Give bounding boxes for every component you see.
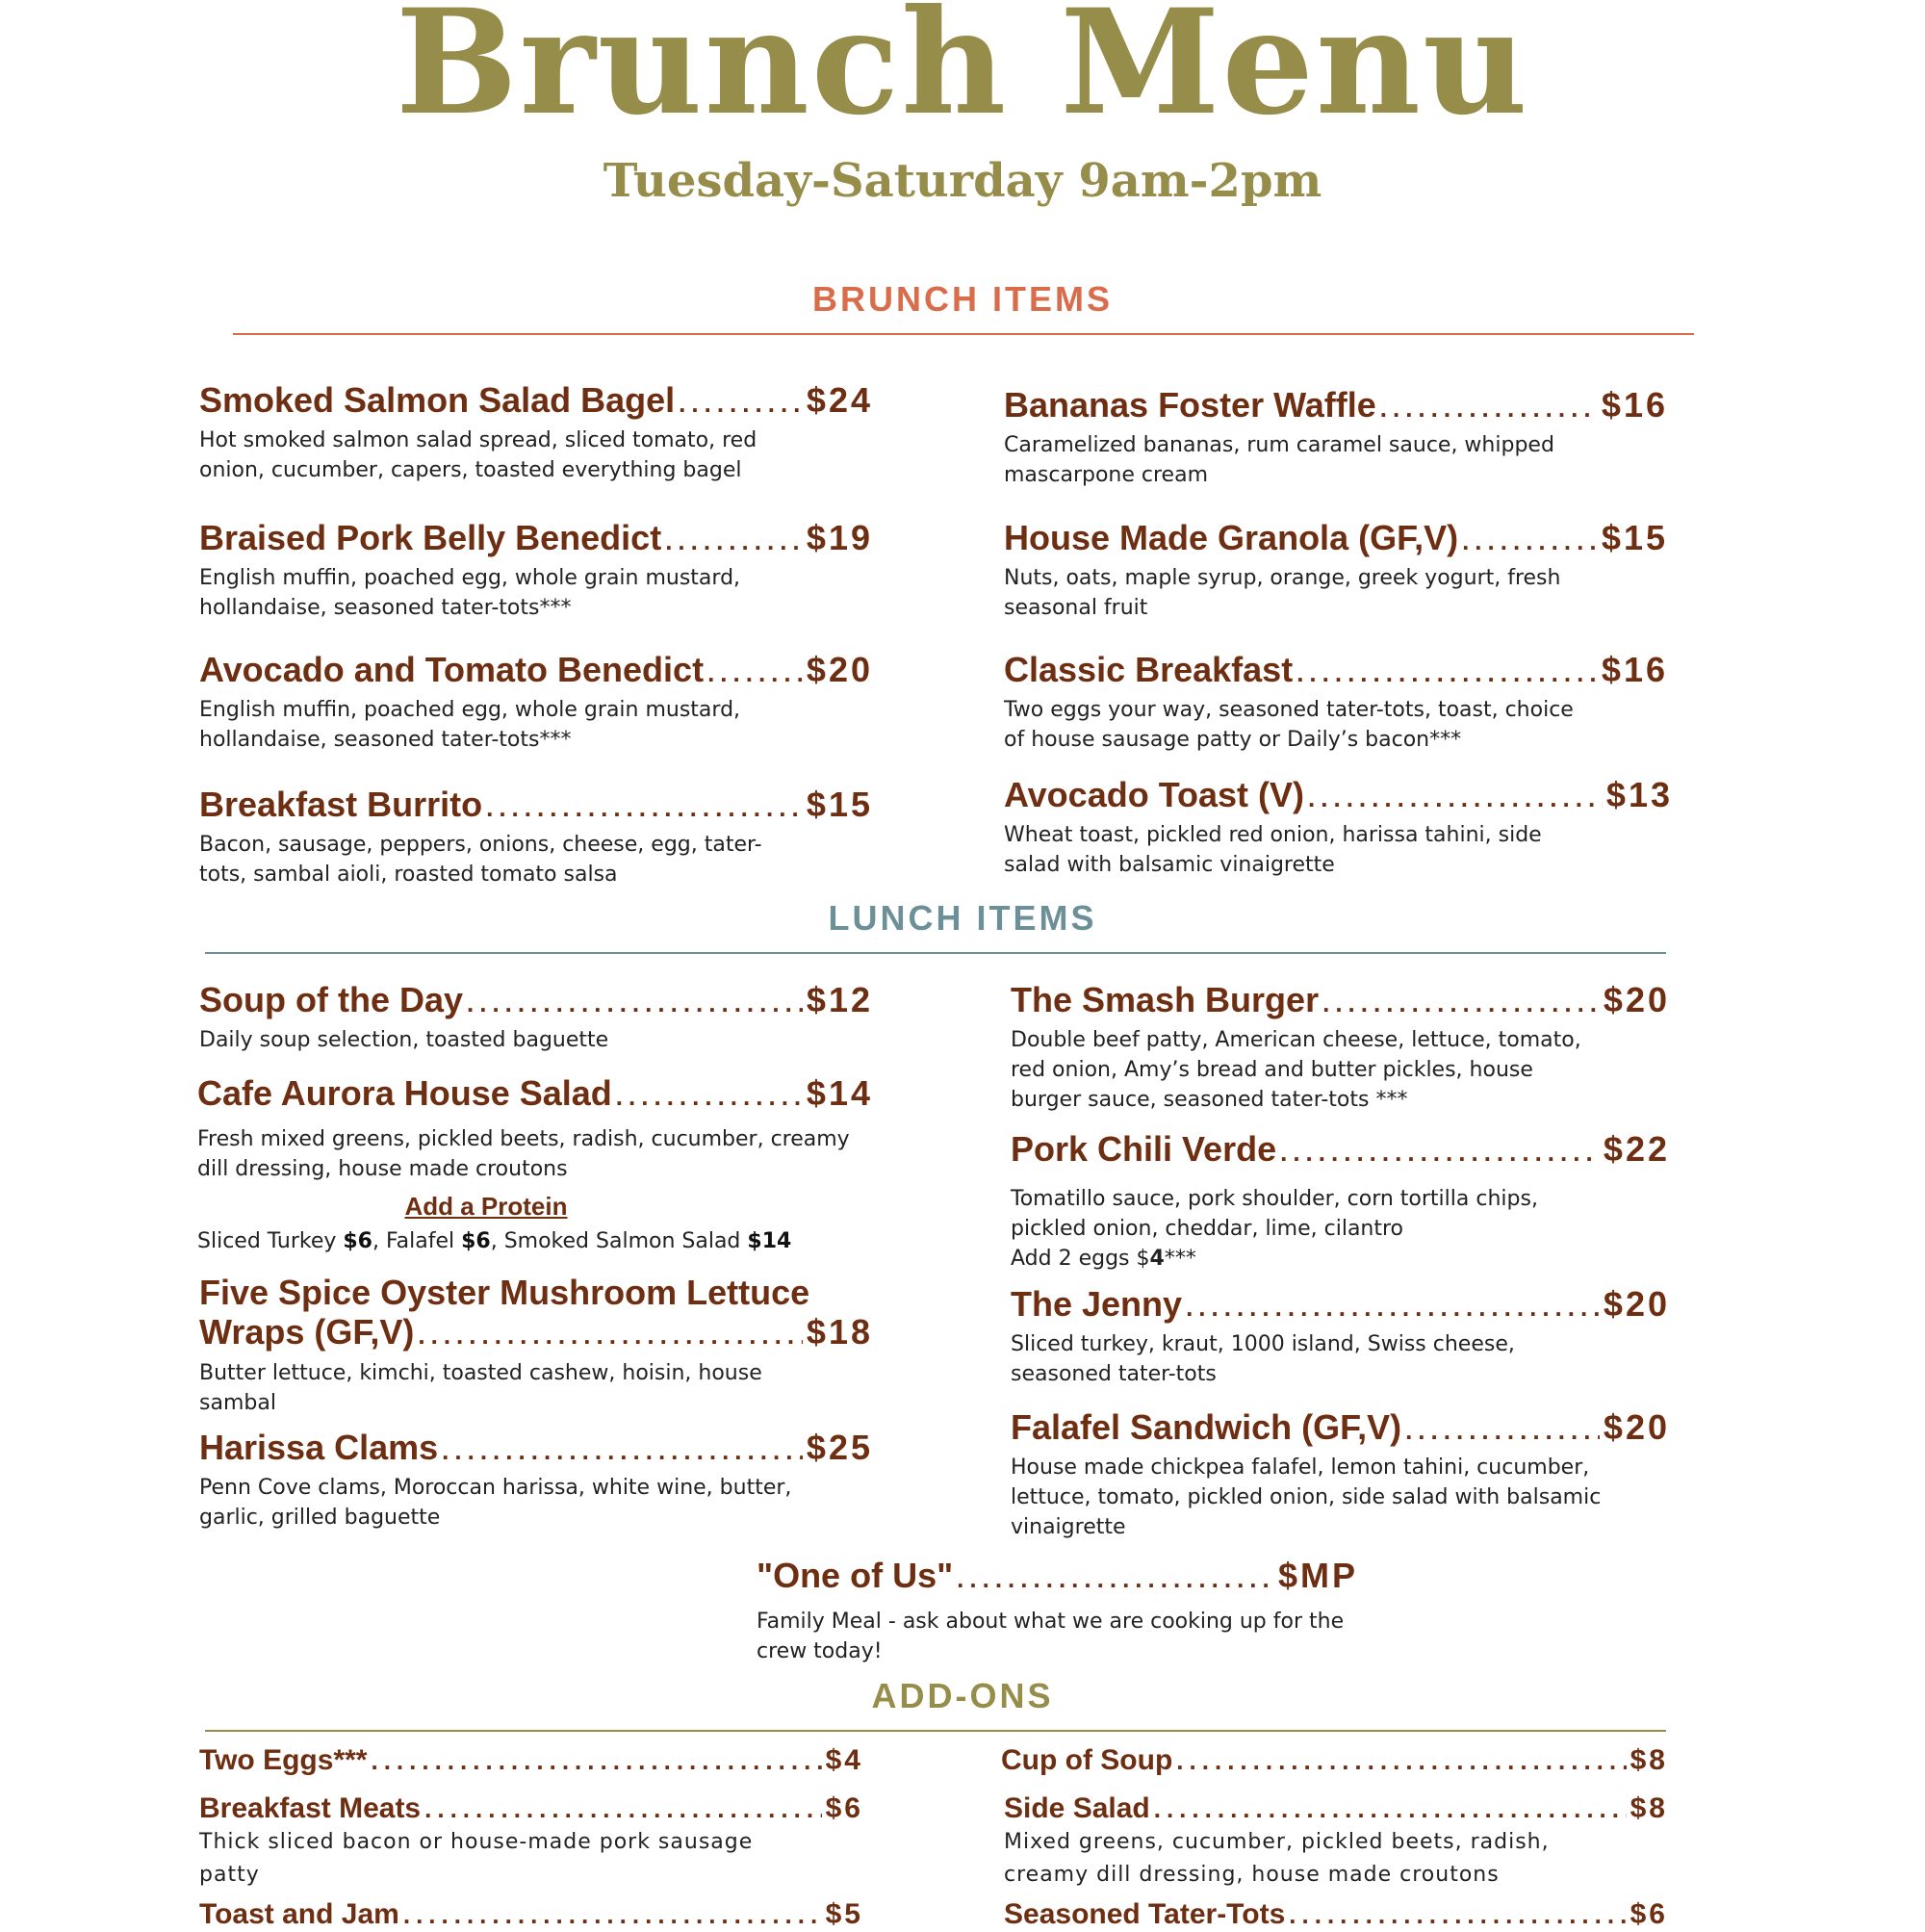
menu-item <box>1011 1129 1670 1274</box>
item-price: $24 <box>806 380 873 420</box>
item-price: $15 <box>806 785 873 824</box>
menu-item <box>199 518 873 623</box>
menu-item <box>199 1744 863 1778</box>
item-name: Harissa Clams <box>199 1428 439 1467</box>
menu-item <box>1004 1792 1668 1892</box>
item-name: The Smash Burger <box>1011 980 1320 1019</box>
item-price: $20 <box>1603 1284 1670 1324</box>
item-description: Sliced turkey, kraut, 1000 island, Swiss cheese, seasoned tater-tots <box>1011 1332 1515 1387</box>
item-price: $6 <box>825 1792 863 1824</box>
item-price: $8 <box>1630 1792 1668 1824</box>
item-name: Cafe Aurora House Salad <box>197 1073 612 1113</box>
brunch-section-title: BRUNCH ITEMS <box>812 279 1113 319</box>
item-description: Hot smoked salmon salad spread, sliced tomato, red onion, cucumber, capers, toasted everything bagel <box>199 428 757 483</box>
item-name: Breakfast Burrito <box>199 785 483 824</box>
item-description: Bacon, sausage, peppers, onions, cheese, egg, tater-tots, sambal aioli, roasted tomato salsa <box>199 833 762 888</box>
item-description: English muffin, poached egg, whole grain mustard, hollandaise, seasoned tater-tots*** <box>199 566 741 621</box>
item-description: English muffin, poached egg, whole grain mustard, hollandaise, seasoned tater-tots*** <box>199 698 741 753</box>
item-description: Double beef patty, American cheese, lettuce, tomato, red onion, Amy’s bread and butter pickles, house burger sauce, seasoned tater-tots *** <box>1011 1028 1581 1113</box>
protein-price: $6 <box>461 1229 491 1254</box>
item-name: Toast and Jam <box>199 1898 399 1930</box>
item-description: Nuts, oats, maple syrup, orange, greek yogurt, fresh seasonal fruit <box>1004 566 1561 621</box>
item-name: Braised Pork Belly Benedict <box>199 518 662 557</box>
lunch-section-title: LUNCH ITEMS <box>828 898 1097 938</box>
menu-item <box>197 1073 873 1253</box>
item-name: Wraps (GF,V) <box>199 1312 415 1352</box>
item-price: $5 <box>825 1898 863 1930</box>
menu-item <box>199 1898 863 1932</box>
item-description: Tomatillo sauce, pork shoulder, corn tortilla chips, pickled onion, cheddar, lime, cilantro <box>1011 1187 1538 1242</box>
item-name: Classic Breakfast <box>1004 650 1294 689</box>
item-price: $6 <box>1630 1898 1668 1930</box>
item-price: $4 <box>825 1744 863 1776</box>
menu-item <box>1004 650 1668 755</box>
menu-item <box>199 1428 873 1533</box>
item-name: The Jenny <box>1011 1284 1183 1324</box>
protein-price: $6 <box>343 1229 372 1254</box>
menu-title: Brunch Menu <box>395 0 1530 147</box>
item-price: $14 <box>806 1073 873 1113</box>
item-price: $16 <box>1601 650 1668 689</box>
item-price: $8 <box>1630 1744 1668 1776</box>
item-description: Family Meal - ask about what we are cooking up for the crew today! <box>757 1610 1345 1664</box>
item-name: "One of Us" <box>757 1556 954 1595</box>
protein-label: Sliced Turkey <box>197 1229 344 1254</box>
item-price: $20 <box>1603 980 1670 1019</box>
item-price: $16 <box>1601 385 1668 425</box>
item-name: Avocado and Tomato Benedict <box>199 650 705 689</box>
item-name-line1: Five Spice Oyster Mushroom Lettuce <box>199 1273 810 1312</box>
item-price: $MP <box>1277 1556 1358 1595</box>
menu-item <box>1001 1744 1668 1778</box>
item-price: $25 <box>806 1428 873 1467</box>
protein-label: , Falafel <box>372 1229 462 1254</box>
menu-item <box>1004 1898 1668 1932</box>
item-description: Daily soup selection, toasted baguette <box>199 1028 609 1053</box>
item-name: Falafel Sandwich (GF,V) <box>1011 1407 1402 1447</box>
add-eggs-note: Add 2 eggs $4*** <box>1011 1247 1196 1272</box>
menu-item <box>1004 775 1673 880</box>
item-description: House made chickpea falafel, lemon tahini, cucumber, lettuce, tomato, pickled onion, side salad with balsamic vinaigrette <box>1011 1455 1602 1540</box>
item-price: $12 <box>806 980 873 1019</box>
protein-options <box>197 1229 873 1253</box>
menu-item <box>199 380 873 485</box>
menu-item <box>757 1556 1358 1666</box>
brunch-divider <box>233 333 1694 335</box>
item-name: Avocado Toast (V) <box>1004 775 1305 814</box>
item-price: $19 <box>806 518 873 557</box>
item-name: Smoked Salmon Salad Bagel <box>199 380 676 420</box>
menu-item <box>1011 980 1670 1115</box>
item-description: Mixed greens, cucumber, pickled beets, radish, creamy dill dressing, house made croutons <box>1004 1829 1550 1887</box>
item-price: $22 <box>1603 1129 1670 1169</box>
addons-divider <box>205 1730 1666 1732</box>
protein-price: $14 <box>747 1229 792 1254</box>
item-name: Soup of the Day <box>199 980 464 1019</box>
item-description: Caramelized bananas, rum caramel sauce, whipped mascarpone cream <box>1004 433 1554 488</box>
item-name: Bananas Foster Waffle <box>1004 385 1376 425</box>
item-name: Cup of Soup <box>1001 1744 1173 1776</box>
menu-item <box>1011 1284 1670 1389</box>
addons-section-title: ADD-ONS <box>871 1676 1054 1715</box>
item-price: $20 <box>1603 1407 1670 1447</box>
item-description: Thick sliced bacon or house-made pork sausage patty <box>199 1829 754 1887</box>
menu-item <box>1011 1407 1670 1542</box>
item-description: Butter lettuce, kimchi, toasted cashew, hoisin, house sambal <box>199 1360 762 1415</box>
menu-item <box>199 785 873 889</box>
item-price: $15 <box>1601 518 1668 557</box>
menu-item <box>1004 385 1668 490</box>
item-name: House Made Granola (GF,V) <box>1004 518 1459 557</box>
protein-label: , Smoked Salmon Salad <box>490 1229 748 1254</box>
item-name: Two Eggs*** <box>199 1744 368 1776</box>
item-price: $13 <box>1605 775 1673 814</box>
menu-item <box>199 1792 863 1892</box>
item-name: Breakfast Meats <box>199 1792 422 1824</box>
item-description: Fresh mixed greens, pickled beets, radish, cucumber, creamy dill dressing, house made croutons <box>197 1127 850 1182</box>
item-name: Side Salad <box>1004 1792 1150 1824</box>
add-protein-heading: Add a Protein <box>404 1192 568 1222</box>
menu-item <box>199 650 873 755</box>
lunch-divider <box>205 952 1666 954</box>
item-name: Seasoned Tater-Tots <box>1004 1898 1286 1930</box>
item-price: $18 <box>806 1312 873 1352</box>
menu-hours: Tuesday-Saturday 9am-2pm <box>603 154 1322 208</box>
item-price: $20 <box>806 650 873 689</box>
item-description: Wheat toast, pickled red onion, harissa tahini, side salad with balsamic vinaigrette <box>1004 823 1542 878</box>
item-name: Pork Chili Verde <box>1011 1129 1277 1169</box>
item-description: Two eggs your way, seasoned tater-tots, toast, choice of house sausage patty or Daily’s bacon*** <box>1004 698 1574 753</box>
menu-item <box>199 1273 873 1418</box>
menu-item <box>1004 518 1668 623</box>
item-description: Penn Cove clams, Moroccan harissa, white wine, butter, garlic, grilled baguette <box>199 1476 792 1531</box>
menu-item <box>199 980 873 1055</box>
